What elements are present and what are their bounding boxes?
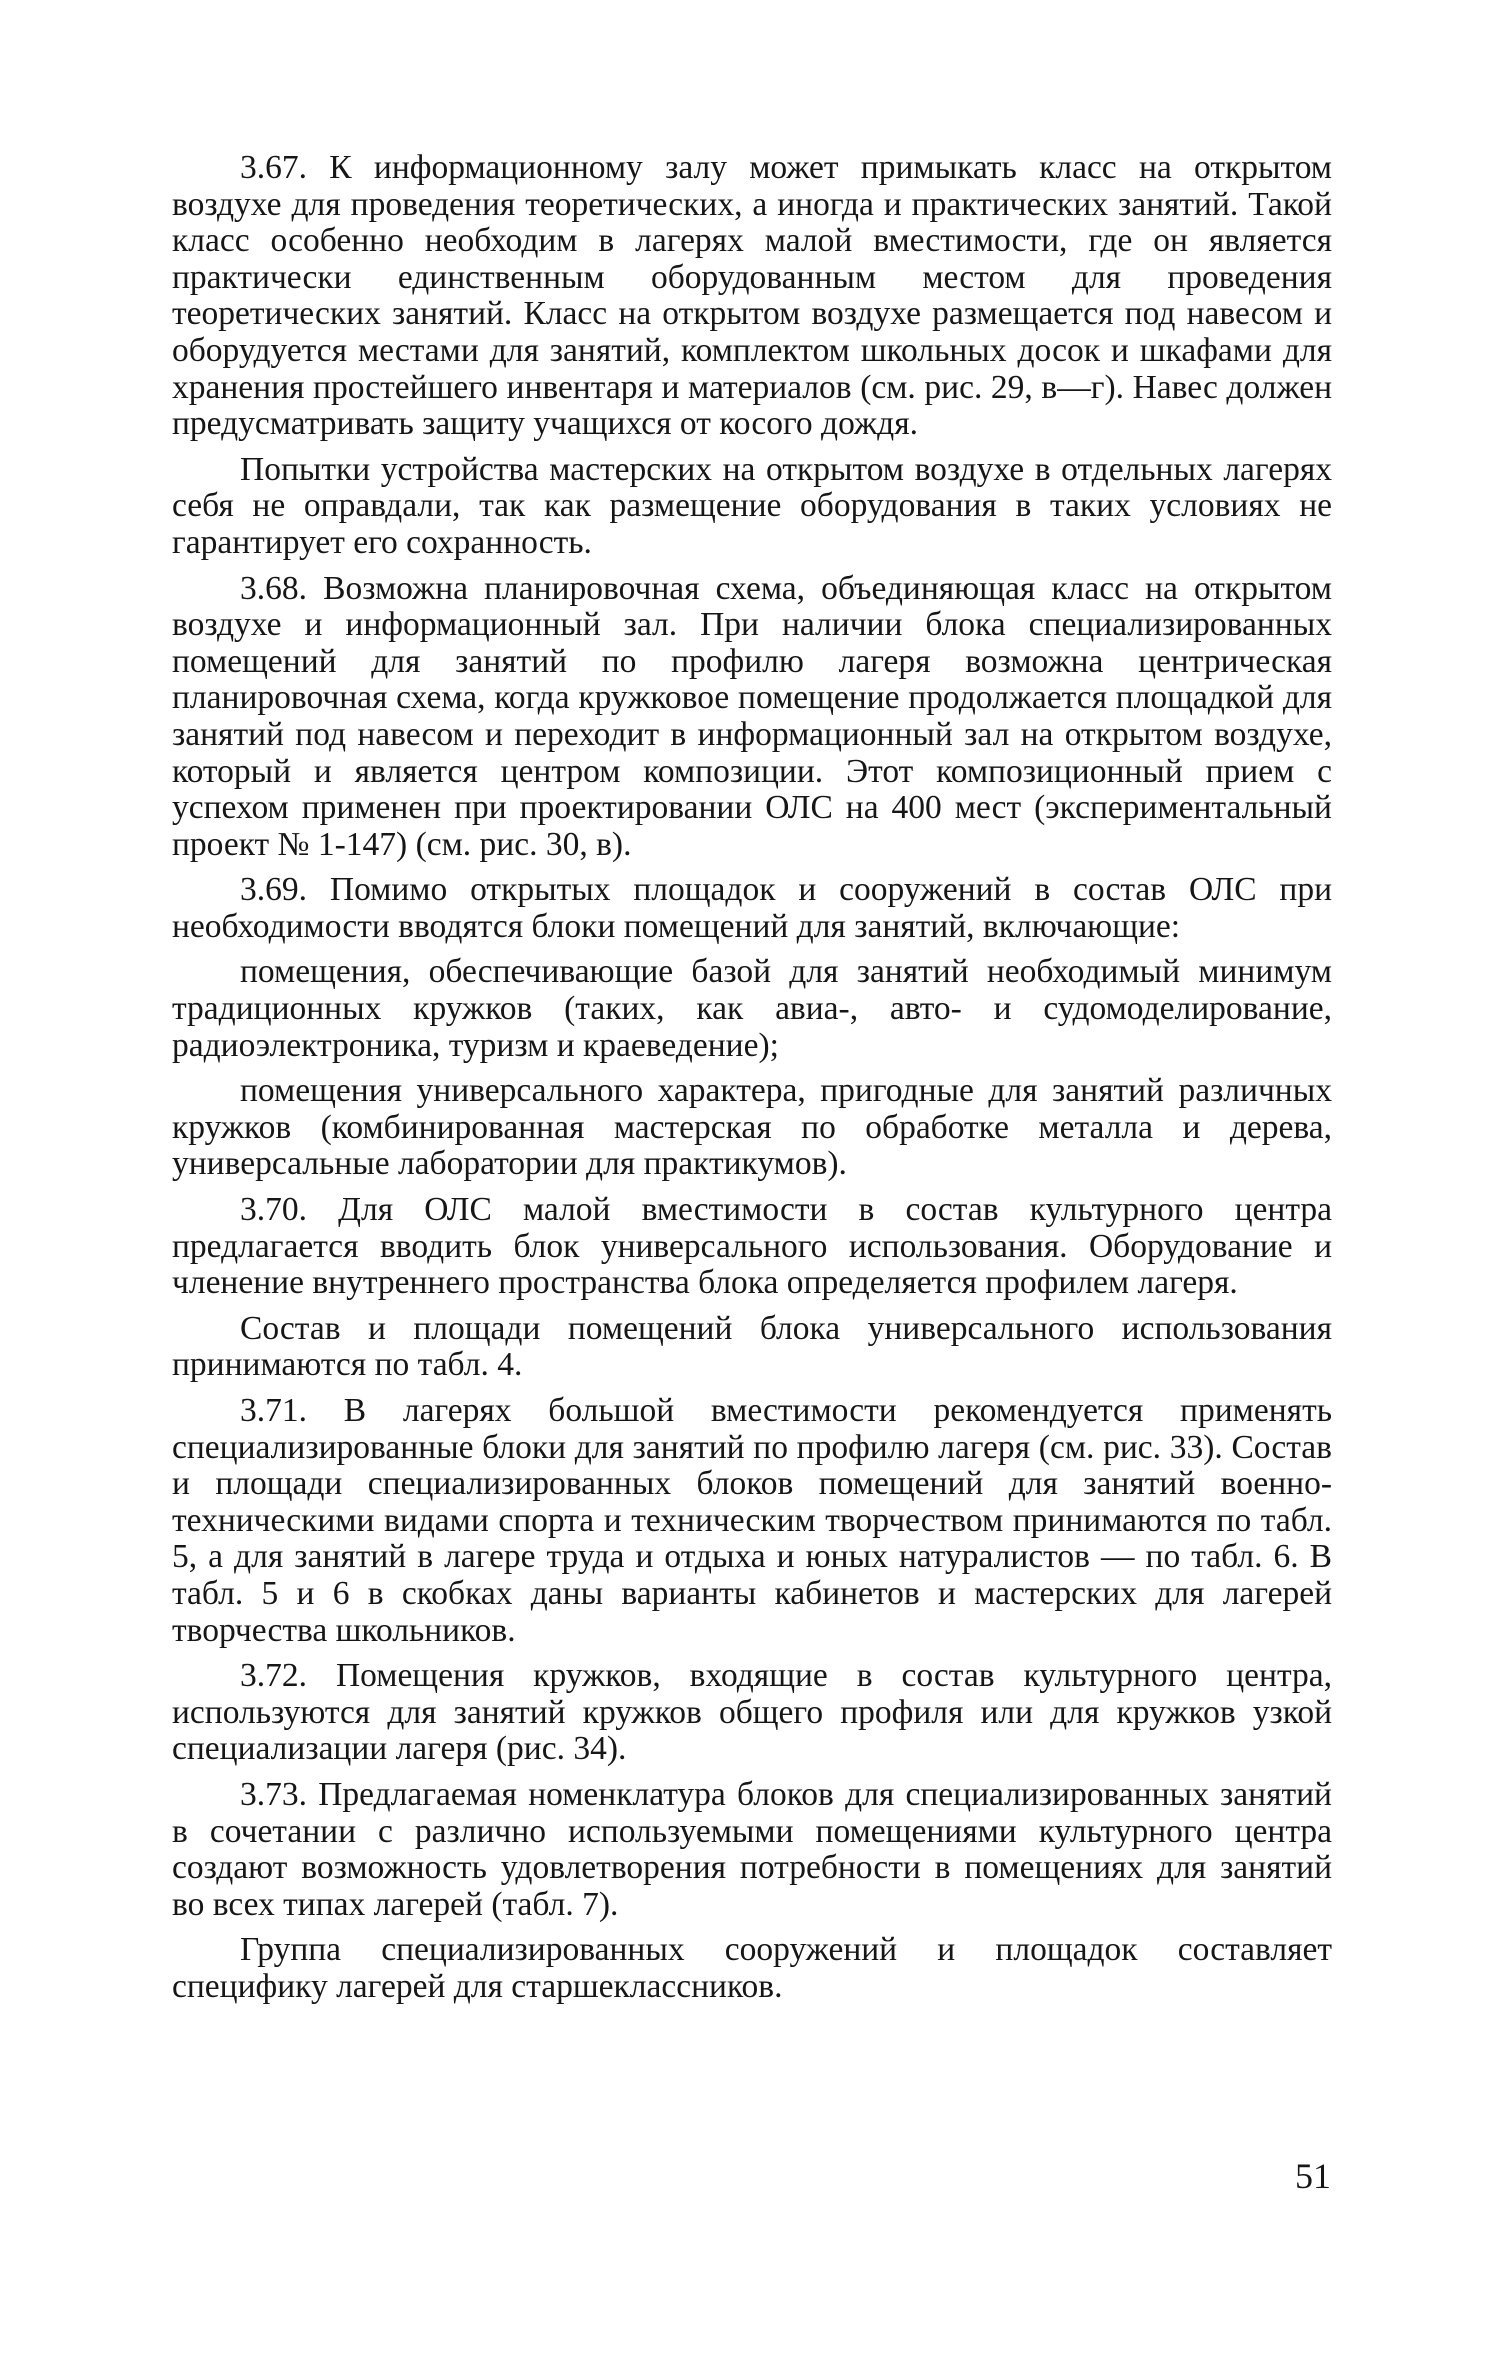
paragraph-3-70 [172,1192,1332,1302]
list-item-traditional-rooms [172,954,1332,1064]
paragraph-number: 3.73. [240,1775,307,1813]
paragraph-text: Состав и площади помещений блока универсального использования принимаются по табл. 4. [172,1309,1332,1384]
paragraph-text: В лагерях большой вместимости рекомендуется применять специализированные блоки для занятий по профилю лагеря (см. рис. 33). Состав и площади специализированных блоков помещений для занятий военно-техническими видами спорта и техническим творчеством принимаются по табл. 5, а для занятий в лагере труда и отдыха и юных натуралистов — по табл. 6. В табл. 5 и 6 в скобках даны варианты кабинетов и мастерских для лагерей творчества школьников. [172,1392,1332,1649]
paragraph-number: 3.70. [240,1191,307,1229]
paragraph-text: помещения универсального характера, пригодные для занятий различных кружков (комбинированная мастерская по обработке металла и дерева, универсальные лаборатории для практикумов). [172,1072,1332,1183]
paragraph-3-67-cont [172,452,1332,562]
paragraph-number: 3.71. [240,1392,307,1429]
paragraph-text: Для ОЛС малой вместимости в состав культурного центра предлагается вводить блок универсального использования. Оборудование и членение внутреннего пространства блока определяется профилем лагеря. [172,1191,1332,1302]
paragraph-number: 3.72. [240,1657,307,1695]
paragraph-3-67 [172,150,1332,443]
paragraph-text: Попытки устройства мастерских на открытом воздухе в отдельных лагерях себя не оправдали, так как размещение оборудования в таких условиях не гарантирует его сохранность. [172,450,1332,561]
paragraph-number: 3.67. [240,149,307,186]
paragraph-text: К информационному залу может примыкать класс на открытом воздухе для проведения теоретических, а иногда и практических занятий. Такой класс особенно необходим в лагерях малой вместимости, где он является практически единственным оборудованным местом для проведения теоретических занятий. Класс на открытом воздухе размещается под навесом и оборудуется местами для занятий, комплектом школьных досок и шкафами для хранения простейшего инвентаря и материалов (см. рис. 29, в—г). Навес должен предусматривать защиту учащихся от косого дождя. [172,149,1333,443]
paragraph-text: Помимо открытых площадок и сооружений в состав ОЛС при необходимости вводятся блоки помещений для занятий, включающие: [172,871,1333,945]
paragraph-3-72 [172,1658,1332,1768]
paragraph-number: 3.69. [240,871,307,909]
paragraph-text: помещения, обеспечивающие базой для занятий необходимый минимум традиционных кружков (таких, как авиа-, авто- и судомоделирование, радиоэлектроника, туризм и краеведение); [172,953,1332,1064]
paragraph-3-73-cont [172,1932,1332,2005]
list-item-universal-rooms [172,1073,1332,1183]
paragraph-3-71 [172,1393,1332,1649]
paragraph-3-69 [172,872,1332,945]
paragraph-text: Предлагаемая номенклатура блоков для специализированных занятий в сочетании с различно используемыми помещениями культурного центра создают возможность удовлетворения потребности в помещениях для занятий во всех типах лагерей (табл. 7). [172,1775,1332,1923]
page-number: 51 [1295,2156,1331,2196]
paragraph-text: Помещения кружков, входящие в состав культурного центра, используются для занятий кружков общего профиля или для кружков узкой специализации лагеря (рис. 34). [172,1657,1333,1768]
paragraph-3-68 [172,571,1332,864]
paragraph-text: Возможна планировочная схема, объединяющая класс на открытом воздухе и информационный зал. При наличии блока специализированных помещений для занятий по профилю лагеря возможна центрическая планировочная схема, когда кружковое помещение продолжается площадкой для занятий под навесом и переходит в информационный зал на открытом воздухе, который и является центром композиции. Этот композиционный прием с успехом применен при проектировании ОЛС на 400 мест (экспериментальный проект № 1-147) (см. рис. 30, в). [172,569,1332,863]
paragraph-3-70-cont [172,1311,1332,1384]
paragraph-3-73 [172,1777,1332,1923]
paragraph-number: 3.68. [240,569,307,607]
paragraph-text: Группа специализированных сооружений и площадок составляет специфику лагерей для старшеклассников. [172,1931,1332,2005]
page-body [172,150,1332,2015]
